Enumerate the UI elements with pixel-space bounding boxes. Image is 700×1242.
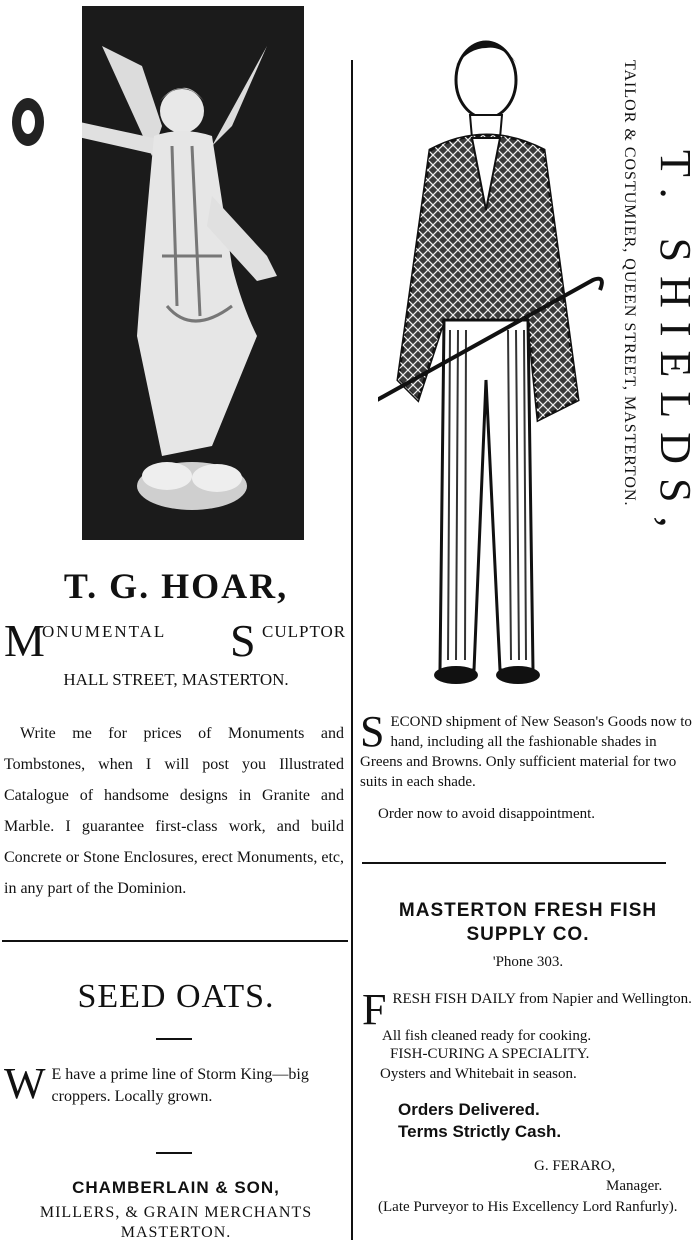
fish-line-3: Oysters and Whitebait in season. bbox=[380, 1066, 577, 1082]
shields-body-block bbox=[360, 707, 697, 792]
hoar-title-cap-s: S bbox=[230, 615, 256, 666]
fish-bold-1: Orders Delivered. bbox=[398, 1100, 540, 1119]
oats-firm: CHAMBERLAIN & SON, bbox=[72, 1178, 280, 1197]
hoar-name: T. G. HOAR, bbox=[63, 566, 289, 606]
column-divider bbox=[351, 60, 353, 1240]
fish-note: (Late Purveyor to His Excellency Lord Ranfurly). bbox=[378, 1199, 678, 1215]
wreath-icon bbox=[8, 92, 48, 152]
shields-body: ECOND shipment of New Season's Goods now to hand, including all the fashionable shades in Greens and Browns. Only sufficient material for two suits in each shade. bbox=[360, 714, 692, 790]
fish-dropcap: F bbox=[362, 985, 387, 1034]
hoar-title-cap-m: M bbox=[4, 615, 45, 666]
gentleman-engraving-svg bbox=[378, 20, 618, 700]
shields-closing: Order now to avoid disappointment. bbox=[378, 806, 596, 822]
fish-lead: RESH FISH DAILY from Napier and Wellington. bbox=[392, 991, 692, 1007]
oats-trade: MILLERS, & GRAIN MERCHANTS bbox=[39, 1204, 313, 1221]
gentleman-illustration bbox=[378, 20, 618, 700]
angel-engraving-svg bbox=[82, 6, 304, 540]
fish-lead-block bbox=[362, 985, 698, 1034]
hoar-address: HALL STREET, MASTERTON. bbox=[63, 670, 289, 689]
fish-bold-2: Terms Strictly Cash. bbox=[398, 1122, 562, 1141]
shields-bottom-rule bbox=[362, 862, 666, 864]
angel-illustration bbox=[82, 6, 304, 540]
hoar-title bbox=[4, 614, 349, 666]
fish-line-2: FISH-CURING A SPECIALITY. bbox=[390, 1046, 590, 1062]
fish-phone: 'Phone 303. bbox=[492, 954, 564, 970]
fish-signer: G. FERARO, bbox=[534, 1158, 616, 1174]
fish-role: Manager. bbox=[606, 1178, 663, 1194]
hoar-title-rest-m: ONUMENTAL bbox=[42, 622, 167, 641]
hoar-bottom-rule bbox=[2, 940, 348, 942]
oats-body-block bbox=[4, 1059, 344, 1108]
oats-town: MASTERTON. bbox=[120, 1224, 232, 1241]
oats-body: E have a prime line of Storm King—big croppers. Locally grown. bbox=[51, 1066, 309, 1105]
oats-short-rule bbox=[156, 1038, 192, 1040]
oats-short-rule-2 bbox=[156, 1152, 192, 1154]
hoar-body: Write me for prices of Monuments and Tombstones, when I will post you Illustrated Catalogue of handsome designs in Granite and Marble. I guarantee first-class work, and build Concrete or Stone Enclosures, erect Monuments, etc, in any part of the Dominion. bbox=[4, 725, 344, 897]
oats-heading: SEED OATS. bbox=[77, 978, 275, 1015]
fish-heading-2: SUPPLY CO. bbox=[466, 924, 590, 945]
shields-subtitle: TAILOR & COSTUMIER, QUEEN STREET, MASTERTON. bbox=[621, 60, 638, 507]
fish-line-1: All fish cleaned ready for cooking. bbox=[382, 1028, 592, 1044]
shields-dropcap: S bbox=[360, 707, 385, 756]
fish-heading-1: MASTERTON FRESH FISH bbox=[398, 900, 658, 921]
oats-dropcap: W bbox=[4, 1059, 46, 1108]
shields-name: T. SHIELDS, bbox=[651, 150, 700, 542]
hoar-title-rest-s: CULPTOR bbox=[262, 622, 347, 641]
